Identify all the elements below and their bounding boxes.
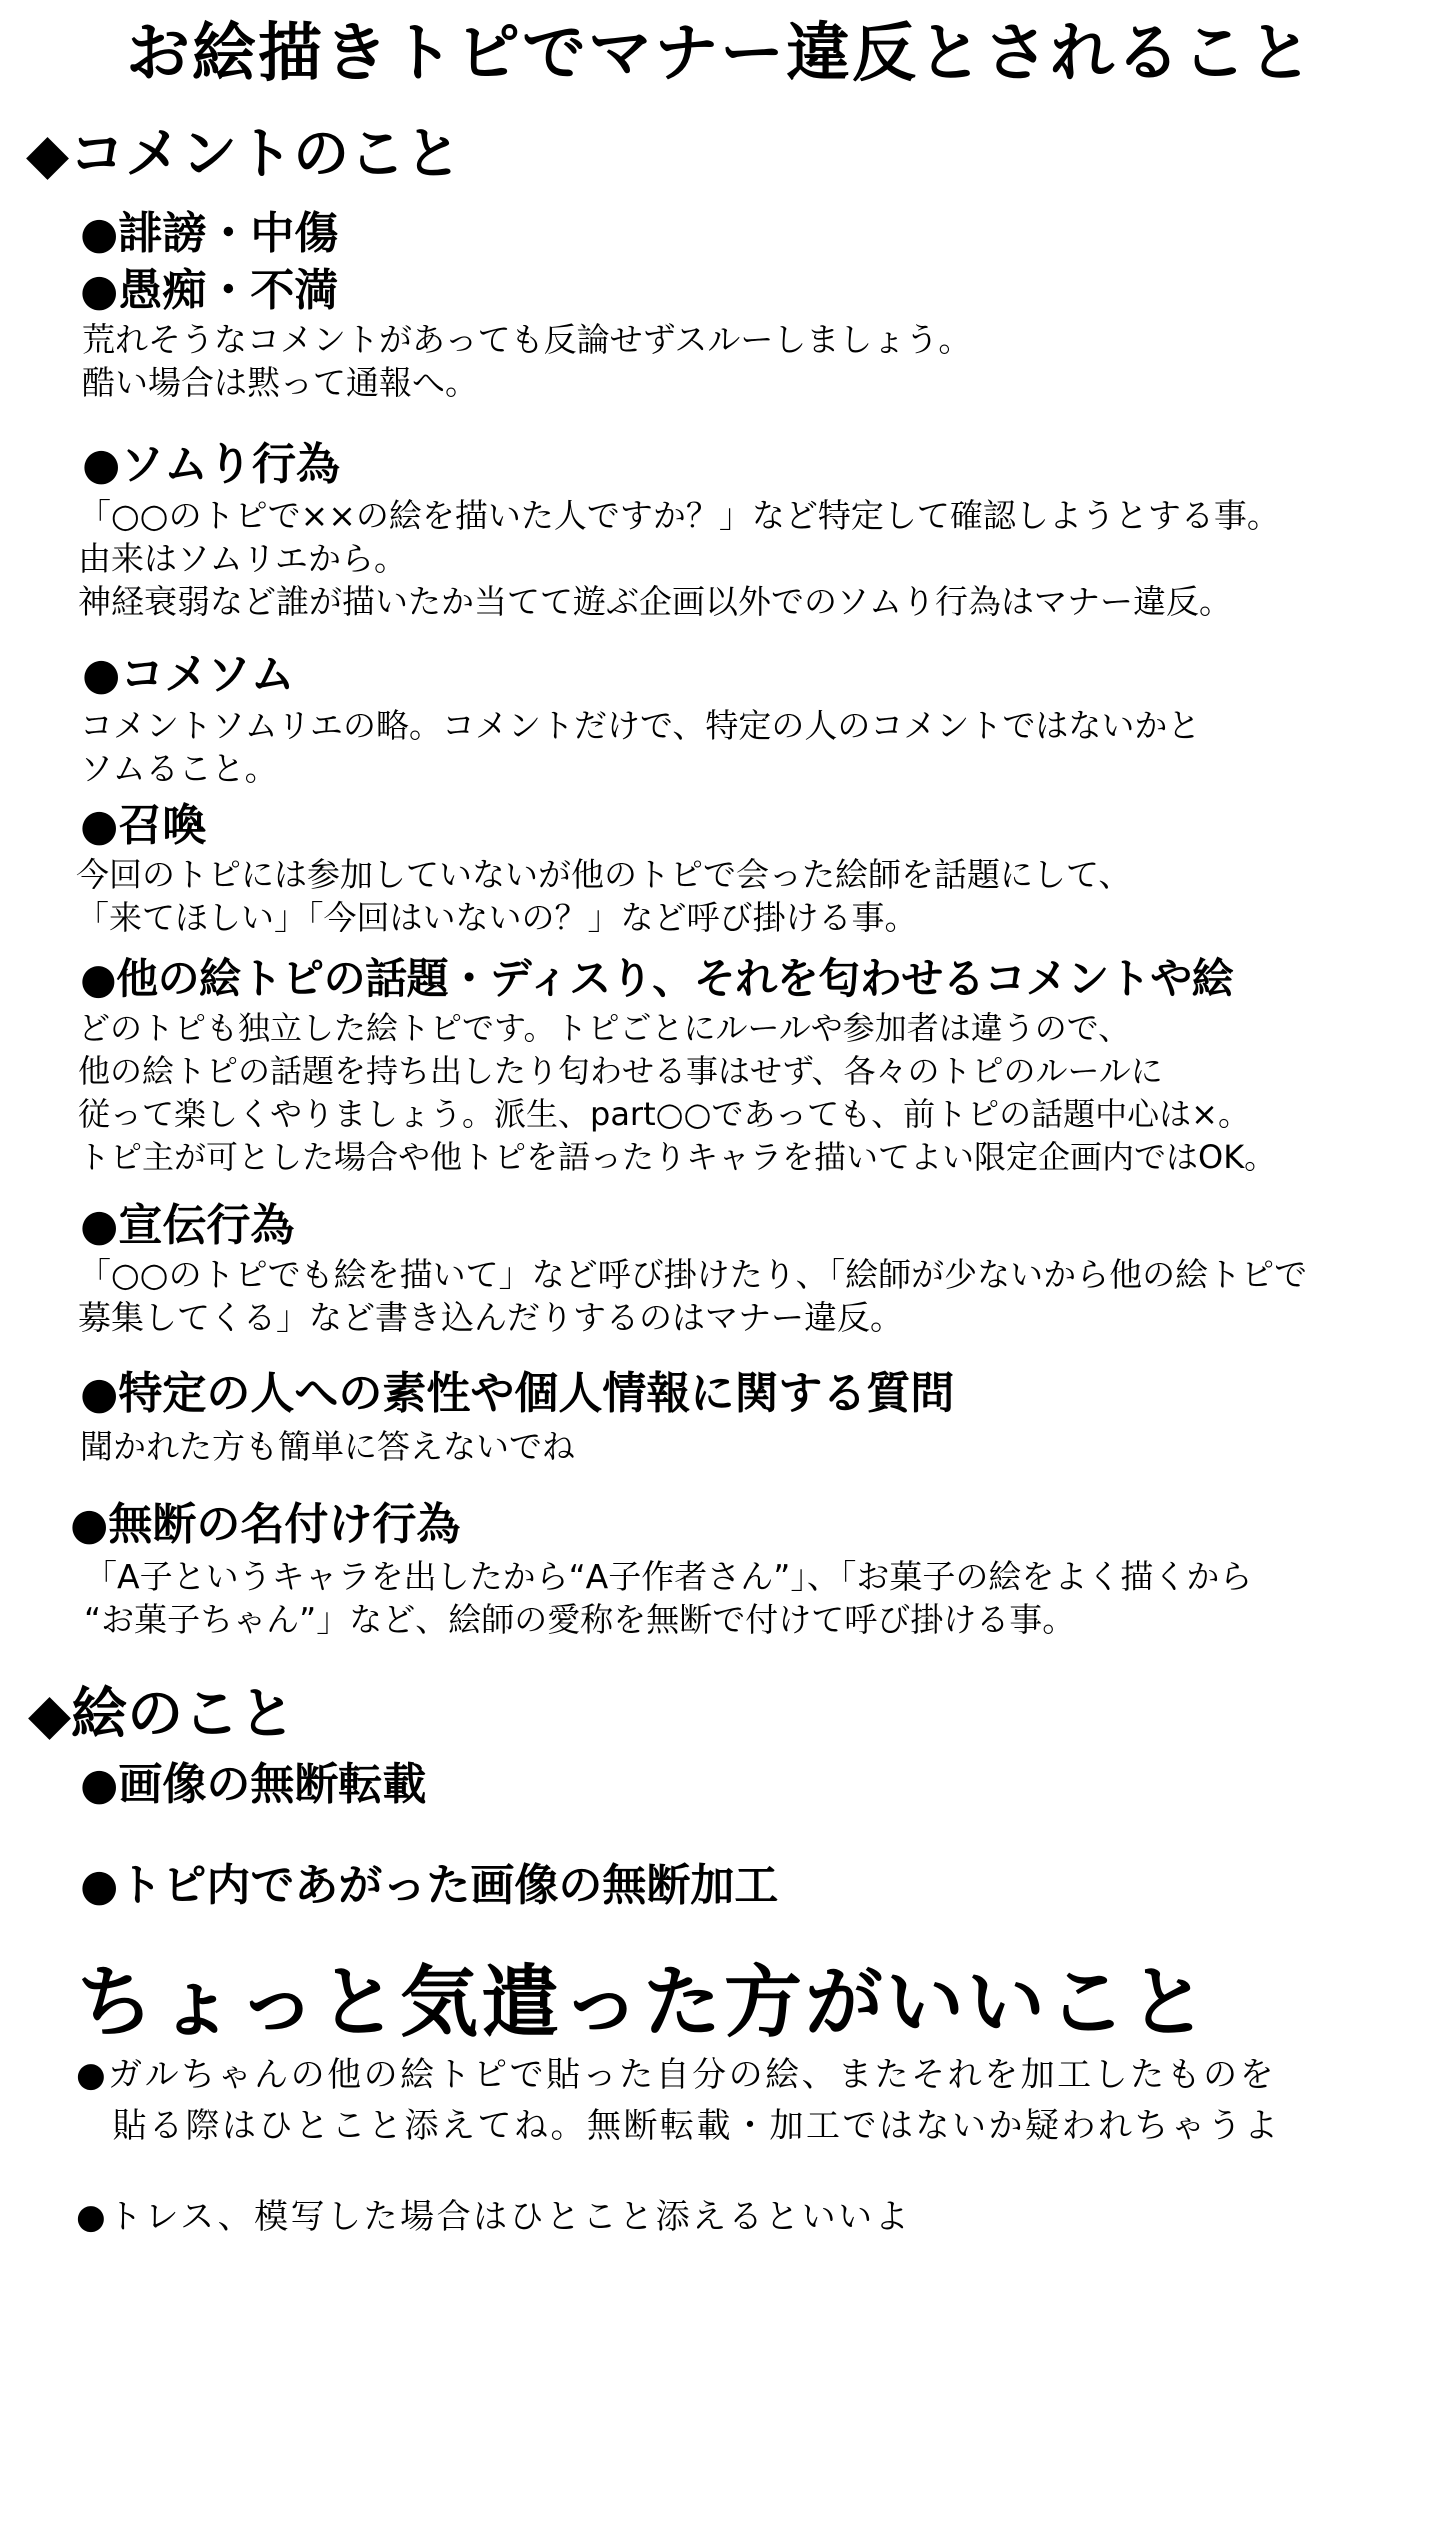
rule-summon-heading: ●召喚 xyxy=(80,800,207,851)
page-title: お絵描きトピでマナー違反とされること xyxy=(126,17,1314,91)
rule-edit-heading: ●トピ内であがった画像の無断加工 xyxy=(80,1860,779,1911)
rule-other-topics-heading: ●他の絵トピの話題・ディスり、それを匂わせるコメントや絵 xyxy=(80,954,1234,1003)
rule-advertising-heading: ●宣伝行為 xyxy=(80,1200,295,1251)
rule-complaints-heading: ●愚痴・不満 xyxy=(80,265,339,316)
rule-slander-heading: ●誹謗・中傷 xyxy=(80,208,339,259)
rule-somuri-heading: ●ソムり行為 xyxy=(82,439,340,490)
rule-summon-text: 今回のトピには参加していないが他のトピで会った絵師を話題にして、 「来てほしい」「今回はいないの？」など呼び掛ける事。 xyxy=(76,855,1132,937)
rule-advertising-text: 「○○のトピでも絵を描いて」など呼び掛けたり、「絵師が少ないから他の絵トピで 募集してくる」など書き込んだりするのはマナー違反。 xyxy=(78,1255,1308,1337)
rule-nicknames-text: 「A子というキャラを出したから“A子作者さん”」、「お菓子の絵をよく描くから “お菓子ちゃん”」など、絵師の愛称を無断で付けて呼び掛ける事。 xyxy=(84,1557,1253,1639)
rule-komesomu-heading: ●コメソム xyxy=(82,649,295,700)
rule-repost-heading: ●画像の無断転載 xyxy=(80,1759,427,1810)
rule-komesomu-text: コメントソムリエの略。コメントだけで、特定の人のコメントではないかと ソムること。 xyxy=(80,706,1201,788)
care-note-1: ●ガルちゃんの他の絵トピで貼った自分の絵、またそれを加工したものを 貼る際はひとこと添えてね。無断転載・加工ではないか疑われちゃうよ xyxy=(76,2055,1281,2146)
rule-personal-questions-heading: ●特定の人への素性や個人情報に関する質問 xyxy=(80,1368,955,1419)
rule-other-topics-text: どのトピも独立した絵トピです。トピごとにルールや参加者は違うので、 他の絵トピの話題を持ち出したり匂わせる事はせず、各々のトピのルールに 従って楽しくやりましょう。派生、part○○であっても、前トピの話題中心は×。 トピ主が可とした場合や他トピを語ったりキャラを描いてよい限定企画内ではOK。 xyxy=(78,1009,1277,1176)
section-heading-care: ちょっと気遣った方がいいこと xyxy=(76,1958,1211,2048)
rule-complaints-text: 荒れそうなコメントがあっても反論せずスルーしましょう。 酷い場合は黙って通報へ。 xyxy=(82,320,972,402)
rule-somuri-text: 「○○のトピで××の絵を描いた人ですか？」など特定して確認しようとする事。 由来はソムリエから。 神経衰弱など誰が描いたか当てて遊ぶ企画以外でのソムり行為はマナー違反。 xyxy=(78,496,1280,621)
section-heading-art: ◆絵のこと xyxy=(28,1682,296,1747)
rule-nicknames-heading: ●無断の名付け行為 xyxy=(70,1499,461,1550)
rule-personal-questions-text: 聞かれた方も簡単に答えないでね xyxy=(80,1427,575,1466)
care-note-2: ●トレス、模写した場合はひとこと添えるといいよ xyxy=(76,2197,912,2237)
section-heading-comments: ◆コメントのこと xyxy=(26,122,462,187)
